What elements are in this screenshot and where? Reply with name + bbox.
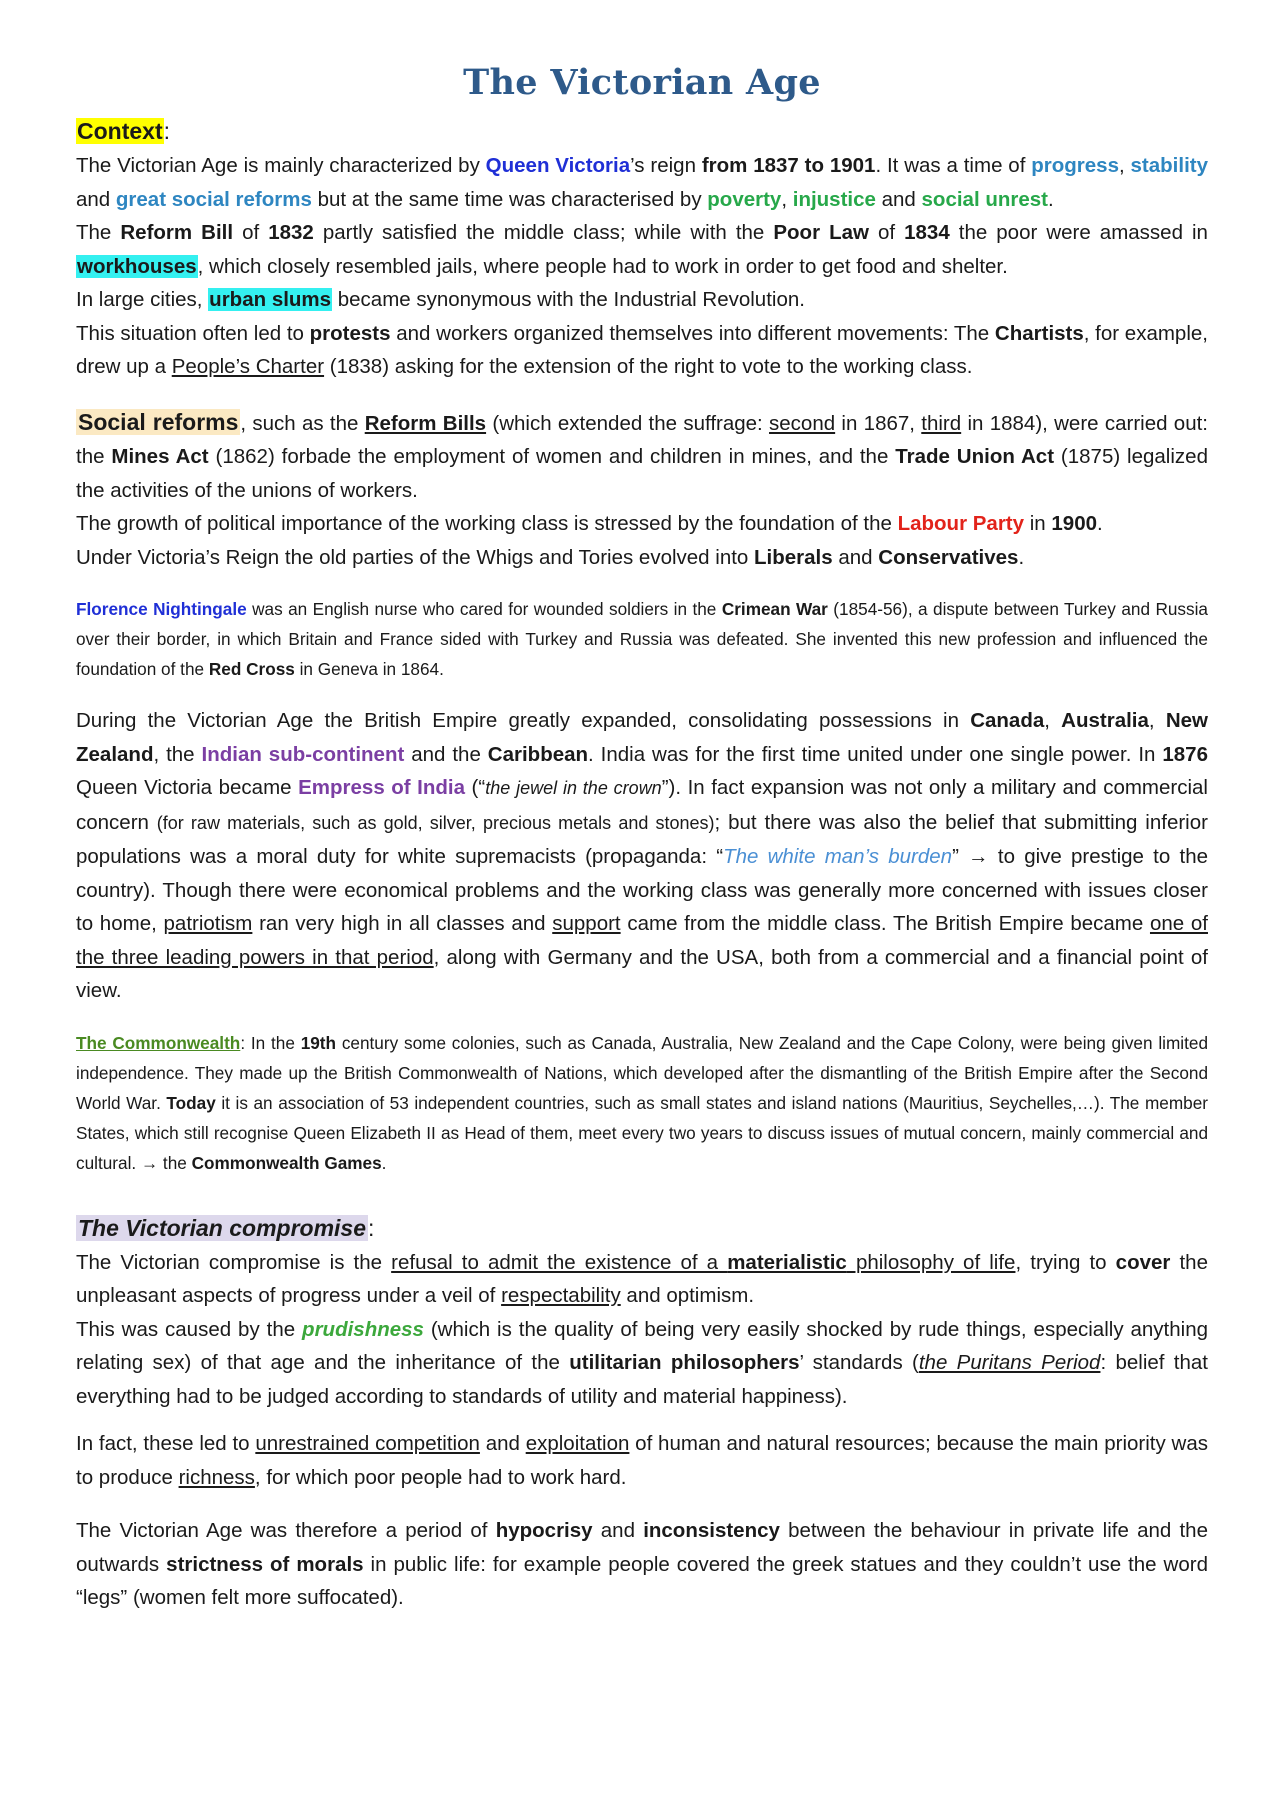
- compromise-paragraph-4: The Victorian Age was therefore a period of hypocrisy and inconsistency between the behaviour in private life and the outwards strictness of morals in public life: for example people covered the greek statues and they couldn’t use the word “legs” (women felt more suffocated).: [76, 1519, 1208, 1609]
- urban-slums-highlight: urban slums: [209, 288, 332, 311]
- context-paragraph-3: In large cities, urban slums became synonymous with the Industrial Revolution.: [76, 288, 805, 311]
- commonwealth-heading: The Commonwealth: [76, 1032, 241, 1053]
- compromise-paragraph-2: This was caused by the prudishness (which is the quality of being very easily shocked by rude things, especially anything relating sex) of that age and the inheritance of the utilitarian philosophers’ standards (the Puritans Period: belief that everything had to be judged according to standards of utility and material happiness).: [76, 1317, 1208, 1408]
- context-heading-line: Context:: [77, 118, 171, 144]
- social-reforms-paragraph-1: Social reforms, such as the Reform Bills (which extended the suffrage: second in 1867, third in 1884), were carried out: the Mines Act (1862) forbade the employment of women and children in mines, and the Trade Union Act (1875) legalized the activities of the unions of workers.: [76, 408, 1209, 502]
- compromise-heading-line: The Victorian compromise:: [78, 1214, 375, 1241]
- context-paragraph-1: The Victorian Age is mainly characterized by Queen Victoria’s reign from 1837 to 1901. It was a time of progress, stability and great social reforms but at the same time was characterised by poverty, injustice and social unrest.: [76, 154, 1208, 211]
- nightingale-paragraph: Florence Nightingale was an English nurse who cared for wounded soldiers in the Crimean War (1854-56), a dispute between Turkey and Russia over their border, in which Britain and France sided with Turkey and Russia was defeated. She invented this new profession and influenced the foundation of the Red Cross in Geneva in 1864.: [76, 599, 1208, 679]
- social-reforms-paragraph-3: Under Victoria’s Reign the old parties of the Whigs and Tories evolved into Liberals and Conservatives.: [76, 545, 1025, 569]
- context-heading: Context: [77, 118, 163, 144]
- workhouses-highlight: workhouses: [77, 254, 197, 278]
- social-reforms-paragraph-2: The growth of political importance of the working class is stressed by the foundation of the Labour Party in 1900.: [76, 512, 1103, 535]
- page-title: The Victorian Age: [463, 62, 821, 103]
- compromise-paragraph-3: In fact, these led to unrestrained competition and exploitation of human and natural resources; because the main priority was to produce richness, for which poor people had to work hard.: [76, 1432, 1208, 1489]
- social-reforms-heading: Social reforms: [78, 408, 239, 435]
- empire-paragraph: During the Victorian Age the British Empire greatly expanded, consolidating possessions in Canada, Australia, New Zealand, the Indian sub-continent and the Caribbean. India was for the first time united under one single power. In 1876 Queen Victoria became Empress of India (“the jewel in the crown”). In fact expansion was not only a military and commercial concern (for raw materials, such as gold, silver, precious metals and stones); but there was also the belief that submitting inferior populations was a moral duty for white supremacists (propaganda: “The white man’s burden” → to give prestige to the country). Though there were economical problems and the working class was generally more concerned with issues closer to home, patriotism ran very high in all classes and support came from the middle class. The British Empire became one of the three leading powers in that period, along with Germany and the USA, both from a commercial and a financial point of view.: [76, 709, 1208, 1002]
- compromise-paragraph-1: The Victorian compromise is the refusal to admit the existence of a materialistic philosophy of life, trying to cover the unpleasant aspects of progress under a veil of respectability and optimism.: [76, 1250, 1208, 1307]
- context-paragraph-2: The Reform Bill of 1832 partly satisfied the middle class; while with the Poor Law of 1834 the poor were amassed in workhouses, which closely resembled jails, where people had to work in order to get food and shelter.: [76, 221, 1208, 278]
- compromise-heading: The Victorian compromise: [78, 1214, 366, 1241]
- context-paragraph-4: This situation often led to protests and workers organized themselves into different movements: The Chartists, for example, drew up a People’s Charter (1838) asking for the extension of the right to vote to the working class.: [76, 321, 1208, 378]
- commonwealth-paragraph: The Commonwealth: In the 19th century some colonies, such as Canada, Australia, New Zealand and the Cape Colony, were being given limited independence. They made up the British Commonwealth of Nations, which developed after the dismantling of the British Empire after the Second World War. Today it is an association of 53 independent countries, such as small states and island nations (Mauritius, Seychelles,…). The member States, which still recognise Queen Elizabeth II as Head of them, meet every two years to discuss issues of mutual concern, mainly commercial and cultural. → the Commonwealth Games.: [76, 1032, 1209, 1173]
